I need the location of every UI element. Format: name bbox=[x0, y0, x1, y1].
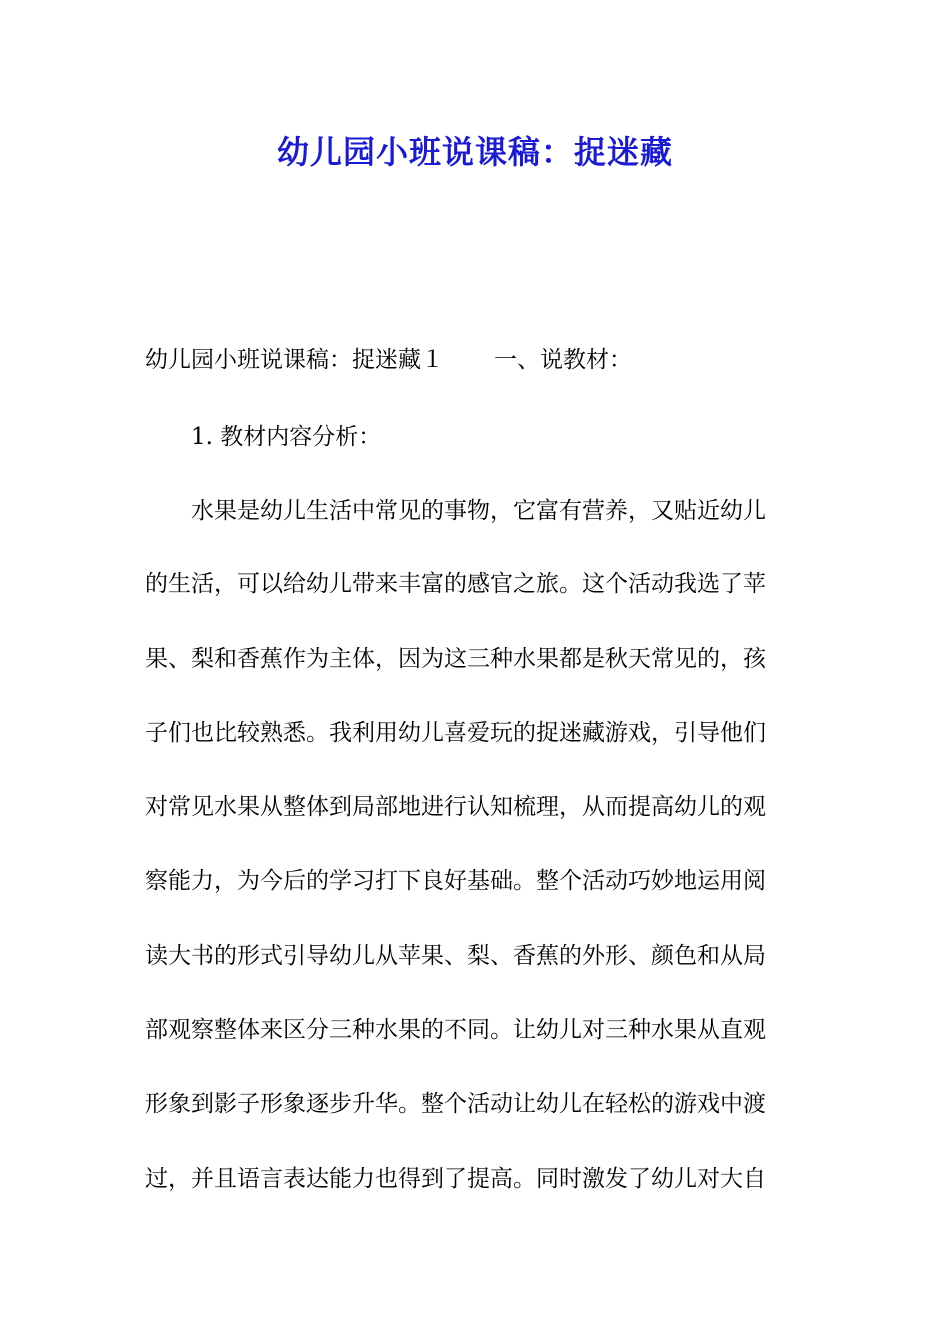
paragraph-line: 子们也比较熟悉。我利用幼儿喜爱玩的捉迷藏游戏，引导他们 bbox=[145, 720, 766, 746]
paragraph-line: 察能力，为今后的学习打下良好基础。整个活动巧妙地运用阅 bbox=[145, 868, 766, 894]
paragraph-line: 的生活，可以给幼儿带来丰富的感官之旅。这个活动我选了苹 bbox=[145, 571, 766, 597]
heading-left-text: 幼儿园小班说课稿：捉迷藏１ bbox=[145, 347, 444, 373]
heading-right-text: 一、说教材： bbox=[494, 347, 632, 373]
section-heading bbox=[145, 344, 632, 376]
paragraph-line: 部观察整体来区分三种水果的不同。让幼儿对三种水果从直观 bbox=[145, 1017, 766, 1043]
paragraph-line: 读大书的形式引导幼儿从苹果、梨、香蕉的外形、颜色和从局 bbox=[145, 943, 766, 969]
subheading: 1. 教材内容分析： bbox=[191, 424, 382, 450]
paragraph-line: 过，并且语言表达能力也得到了提高。同时激发了幼儿对大自 bbox=[145, 1166, 766, 1192]
paragraph-line: 对常见水果从整体到局部地进行认知梳理，从而提高幼儿的观 bbox=[145, 794, 766, 820]
document-title: 幼儿园小班说课稿：捉迷藏 bbox=[276, 133, 673, 171]
paragraph-line: 水果是幼儿生活中常见的事物，它富有营养，又贴近幼儿 bbox=[191, 498, 766, 524]
paragraph-line: 果、梨和香蕉作为主体，因为这三种水果都是秋天常见的，孩 bbox=[145, 646, 766, 672]
paragraph-line: 形象到影子形象逐步升华。整个活动让幼儿在轻松的游戏中渡 bbox=[145, 1091, 766, 1117]
